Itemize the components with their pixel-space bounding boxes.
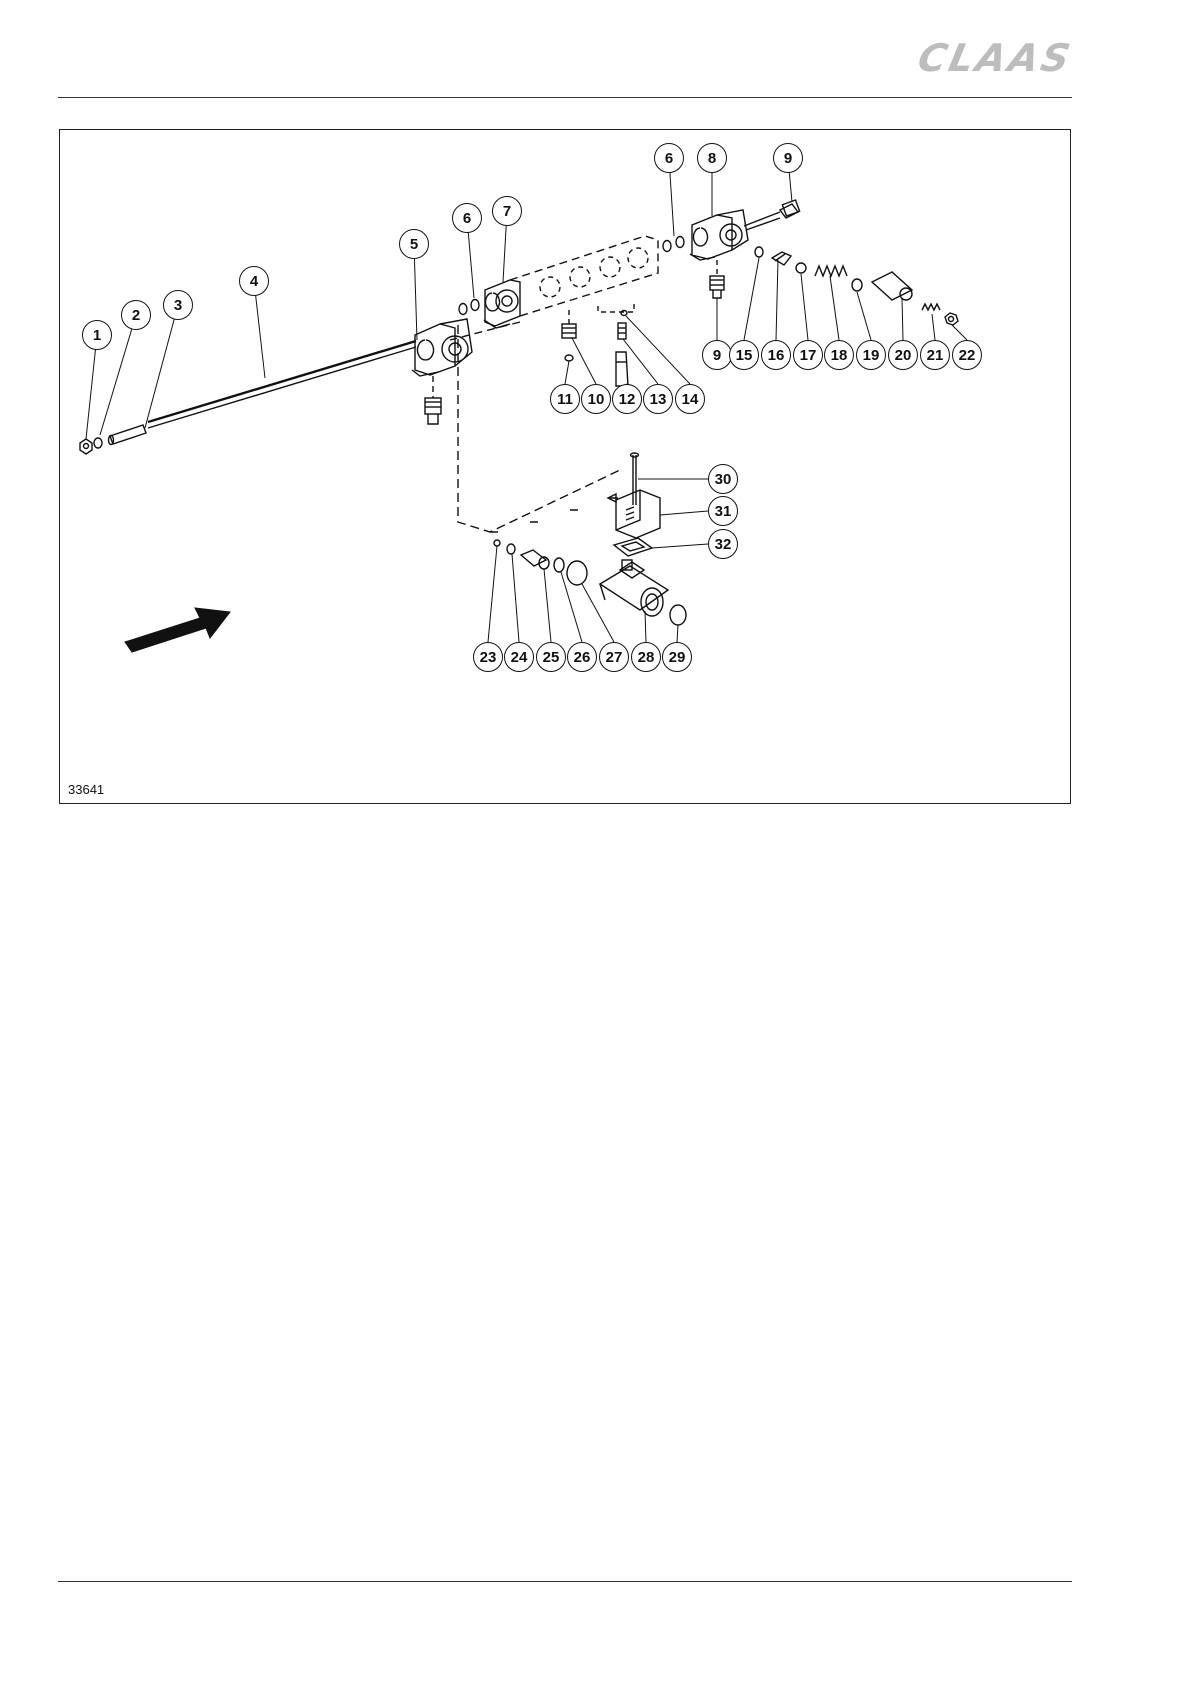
part-screw-21 (922, 304, 940, 310)
callout-23: 23 (473, 642, 503, 672)
part-screw-13 (618, 323, 626, 339)
callout-17: 17 (793, 340, 823, 370)
part-o-ring-6a-1 (459, 304, 467, 315)
part-o-ring-6b-1 (663, 241, 671, 252)
callout-32: 32 (708, 529, 738, 559)
part-seat-16 (772, 252, 791, 265)
callout-20: 20 (888, 340, 918, 370)
dashed-leader-valve (598, 302, 634, 312)
part-sleeve-3 (109, 425, 147, 445)
callout-8: 8 (697, 143, 727, 173)
callout-16: 16 (761, 340, 791, 370)
callout-13: 13 (643, 384, 673, 414)
part-o-ring-14 (621, 311, 627, 316)
part-o-ring-6b-2 (676, 237, 684, 248)
claas-logo: CLAAS (914, 36, 1077, 80)
callout-1: 1 (82, 320, 112, 350)
callout-9b: 9 (702, 340, 732, 370)
part-coil-31 (608, 490, 660, 538)
part-solenoid-valve-28 (600, 560, 668, 616)
callout-19: 19 (856, 340, 886, 370)
callout-7: 7 (492, 196, 522, 226)
part-ball-17 (796, 263, 806, 273)
callout-11: 11 (550, 384, 580, 414)
part-nut-1 (80, 439, 92, 454)
callout-6a: 6 (452, 203, 482, 233)
part-cartridge-25 (521, 550, 549, 569)
callout-28: 28 (631, 642, 661, 672)
callout-4: 4 (239, 266, 269, 296)
callout-5: 5 (399, 229, 429, 259)
callout-24: 24 (504, 642, 534, 672)
part-tie-rod-4 (148, 341, 416, 428)
direction-arrow-icon (125, 608, 230, 652)
footer-rule (58, 1581, 1072, 1582)
part-nut-22 (945, 313, 958, 325)
part-end-block-5 (412, 319, 472, 424)
part-o-ring-6a-2 (471, 300, 479, 311)
part-seal-32 (614, 538, 652, 556)
callout-25: 25 (536, 642, 566, 672)
part-plug-12 (616, 352, 628, 386)
callout-10: 10 (581, 384, 611, 414)
callout-6b: 6 (654, 143, 684, 173)
part-o-ring-27 (567, 561, 587, 585)
callout-27: 27 (599, 642, 629, 672)
part-fitting-9-bottom (710, 260, 724, 298)
part-o-ring-26 (554, 558, 564, 572)
part-valve-block-7 (450, 236, 658, 340)
part-spring-18 (815, 266, 847, 276)
part-fitting-5 (425, 398, 441, 424)
part-o-ring-24 (507, 544, 515, 554)
figure-number: 33641 (68, 782, 105, 797)
part-housing-20 (872, 272, 912, 300)
part-o-ring-15 (755, 247, 763, 257)
callout-2: 2 (121, 300, 151, 330)
part-washer-2 (94, 438, 102, 448)
callout-21: 21 (920, 340, 950, 370)
exploded-view-figure (59, 129, 1071, 804)
part-fitting-9-top (780, 200, 800, 218)
header-rule (58, 97, 1072, 98)
callout-9a: 9 (773, 143, 803, 173)
part-screw-30 (631, 453, 639, 505)
part-end-block-8 (690, 210, 780, 260)
callout-3: 3 (163, 290, 193, 320)
exploded-view-drawing (60, 130, 1072, 805)
part-o-ring-29 (670, 605, 686, 625)
callout-31: 31 (708, 496, 738, 526)
callout-26: 26 (567, 642, 597, 672)
callout-14: 14 (675, 384, 705, 414)
callout-18: 18 (824, 340, 854, 370)
callout-22: 22 (952, 340, 982, 370)
callout-12: 12 (612, 384, 642, 414)
dashed-leader-solenoid (458, 325, 620, 532)
callout-30: 30 (708, 464, 738, 494)
part-o-ring-11 (565, 355, 573, 361)
callout-29: 29 (662, 642, 692, 672)
part-o-ring-19 (852, 279, 862, 291)
part-o-ring-23 (494, 540, 500, 546)
callout-15: 15 (729, 340, 759, 370)
part-fitting-10 (562, 310, 576, 338)
